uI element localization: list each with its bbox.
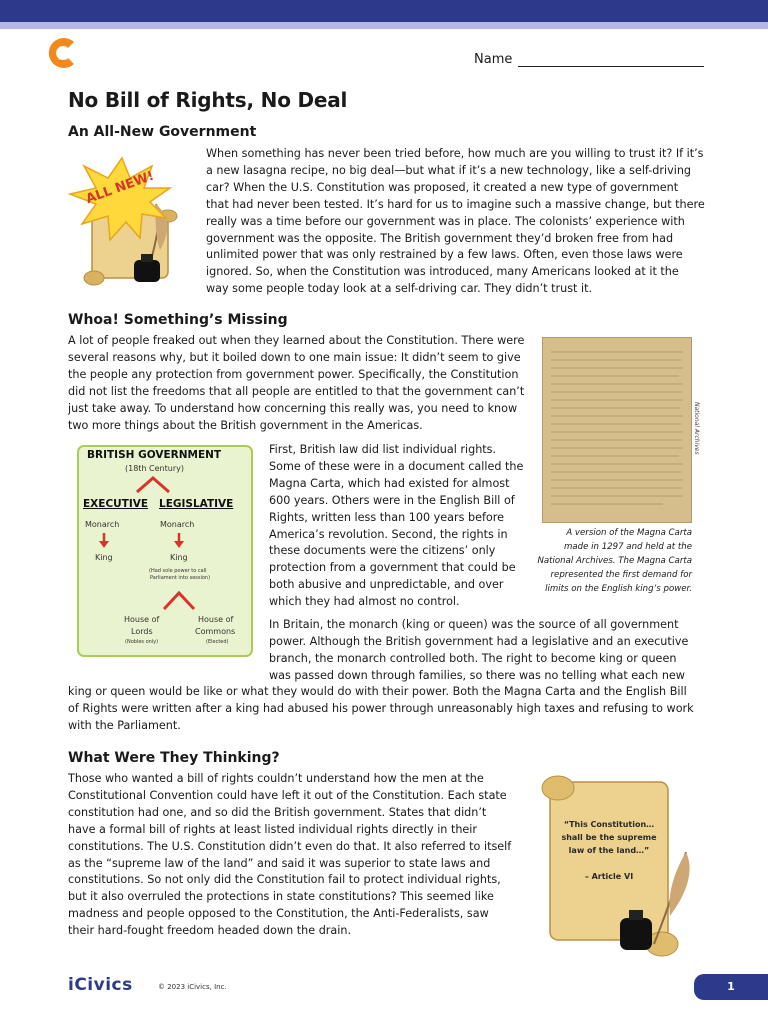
line: madness and people opposed to the Constitution, the Anti-Federalists, saw [68,907,489,921]
line: but it also overruled the protections in state constitutions? This seemed like [68,890,494,904]
line: really was a time before our government was in place. The colonists’ experience with [206,214,685,228]
line: as the “supreme law of the land” and said it was superior to state laws and [68,856,491,870]
line: have a formal bill of rights at least listed individual rights directly in their [68,822,478,836]
line: constitutions. The U.S. Constitution didn’t even do that. It also referred to itself [68,839,512,853]
magna-carta-caption [530,526,692,596]
line: Magna Carta, which had existed for almost [269,476,510,490]
line: Those who wanted a bill of rights couldn’t understand how the men at the [68,772,484,785]
caption-line: National Archives. The Magna Carta [537,556,692,566]
line: power. Although the British government had a legislative and an executive [269,634,689,648]
line: car? When the U.S. Constitution was proposed, it created a new type of government [206,180,679,194]
line: way some people today look at a self-driving car. They didn’t trust it. [206,282,593,296]
magna-carta-image [542,337,692,523]
line: of Rights were written after a king had abused his power through unreasonably high taxes and refusing to work [68,701,694,715]
line: was passed down through families, so there was no telling what each new [269,668,685,682]
footer-icivics-logo: iCivics [68,975,133,995]
line: Rights, written less than 100 years before [269,510,505,524]
caption-line: limits on the English king’s power. [545,584,692,594]
line: their hard-fought freedom headed down the drain. [68,924,352,938]
split-arrow-icon [161,588,197,612]
line: A lot of people freaked out when they learned about the Constitution. There were [68,334,525,347]
line: two more things about the British government in the Americas. [68,418,423,432]
quote-source: – Article VI [584,872,634,881]
caption-line: represented the first demand for [550,570,692,580]
line: Constitutional Convention could have left it out of the Constitution. Each state [68,788,507,802]
diagram-commons-line1: House of [198,615,234,624]
line: 600 years. Others were in the English Bill of [269,493,515,507]
name-blank [518,54,704,67]
diagram-executive: EXECUTIVE [83,498,149,510]
diagram-lords-line2: Lords [131,627,153,636]
line: government was the opposite. The British government they’d broken free from had [206,231,674,245]
line: these documents were the citizens’ only [269,544,496,558]
quote-line: shall be the supreme [561,833,657,842]
line: both abusive and unpredictable, and over [269,578,504,592]
section-heading-what-were-they-thinking: What Were They Thinking? [68,750,280,766]
paragraph-new-government [206,146,706,298]
line: First, British law did list individual rights. [269,443,497,456]
diagram-lords-line1: House of [124,615,160,624]
line: unlimited power that was only restrained by a few laws. Often, even those laws were [206,248,683,262]
name-label: Name [474,52,513,67]
caption-line: made in 1297 and held at the [564,542,692,552]
line: branch, the monarch controlled both. The right to become king or queen [269,651,677,665]
icivics-c-logo-icon [44,34,82,72]
diagram-leg-monarch: Monarch [160,520,195,529]
line: Some of these were in a document called the [269,459,524,473]
quote-line: “This Constitution… [563,820,655,829]
paragraph-british-law [269,442,529,611]
article-vi-quote [560,818,658,883]
all-new-badge-text: ALL NEW! [84,168,157,208]
diagram-note-1: (Had sole power to call [149,568,207,574]
line: that had never been tested. It’s hard for us to imagine such a massive change, but there [206,197,705,211]
section-heading-something-missing: Whoa! Something’s Missing [68,312,288,328]
top-banner-accent [0,22,768,29]
line: with the Parliament. [68,718,181,732]
page-number-tab: 1 [694,974,768,1000]
line: America’s revolution. Second, the rights in [269,527,508,541]
diagram-lords-note: (Nobles only) [125,639,159,645]
paragraph-monarch-power [269,617,699,685]
british-government-diagram [77,445,253,657]
diagram-leg-king: King [170,553,188,562]
diagram-title: BRITISH GOVERNMENT [87,449,222,461]
line: a new lasagna recipe, no big deal—but what if it’s a new technology, like a self-driving [206,163,692,177]
diagram-note-2: Parliament into session) [150,575,211,581]
split-arrow-icon [133,474,173,494]
diagram-commons-note: (Elected) [206,639,229,645]
caption-line: A version of the Magna Carta [566,528,692,538]
section-heading-new-government: An All-New Government [68,124,257,140]
line: which they had almost no control. [269,595,460,609]
diagram-legislative: LEGISLATIVE [159,498,234,510]
line: constitution had one, and so did the British government. States that didn’t [68,805,487,819]
line: When something has never been tried before, how much are you willing to trust it? If it’s [206,147,704,160]
quote-line: law of the land…” [568,846,650,855]
line: did not list the freedoms that all people are entitled to that the government can’t [68,384,525,398]
top-banner [0,0,768,22]
diagram-exec-king: King [95,553,113,562]
footer-copyright: © 2023 iCivics, Inc. [158,983,227,991]
line: the people any protection from government power. Specifically, the Constitution [68,367,519,381]
line: protection from a government that could be [269,561,516,575]
down-arrow-icon [174,533,184,549]
paragraph-monarch-power-cont [68,684,708,735]
line: constitutions. So not only did the Constitution fail to protect individual rights, [68,873,501,887]
name-field[interactable] [474,52,704,67]
magna-carta-text-texture [543,338,691,522]
diagram-subtitle: (18th Century) [125,464,184,473]
paragraph-what-were-they-thinking [68,771,528,940]
line: king or queen would be like or what they would do with their power. Both the Magna Carta and the English Bill [68,685,687,698]
all-new-scroll-illustration [64,152,192,292]
down-arrow-icon [99,533,109,549]
paragraph-missing-intro [68,333,533,434]
line: just take away. To understand how concerning this really was, you need to know [68,401,518,415]
line: several reasons why, but it boiled down to one main issue: It didn’t seem to give [68,350,521,364]
diagram-commons-line2: Commons [195,627,236,636]
diagram-exec-monarch: Monarch [85,520,120,529]
page-title: No Bill of Rights, No Deal [68,88,348,112]
image-credit: National Archives [693,402,700,455]
line: In Britain, the monarch (king or queen) was the source of all government [269,618,679,631]
line: ignored. So, when the Constitution was introduced, many Americans looked at it the [206,265,679,279]
